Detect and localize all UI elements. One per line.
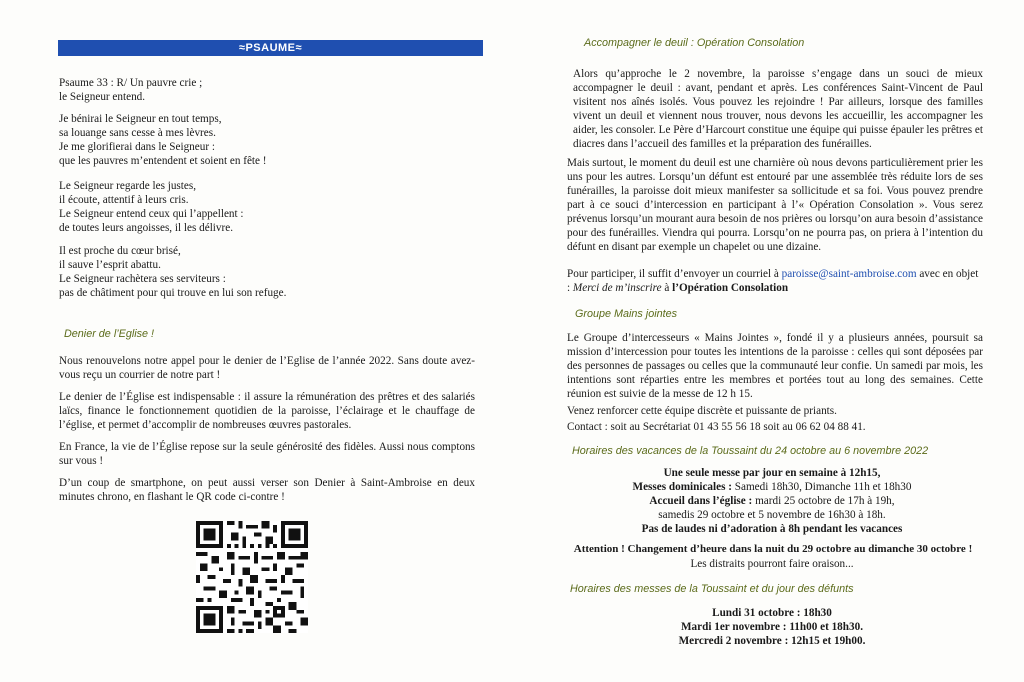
mains-jointes-contact: Contact : soit au Secrétariat 01 43 55 56 18 soit au 06 62 04 88 41.: [567, 421, 866, 433]
denier-paragraph-1: Nous renouvelons notre appel pour le denier de l’Eglise de l’année 2022. Sans doute avez-vous reçu un courrier de notre part !: [59, 355, 475, 381]
psalm-reference: Psaume 33 : R/ Un pauvre crie ; le Seigneur entend.: [59, 77, 203, 103]
denier-paragraph-4: D’un coup de smartphone, on peut aussi verser son Denier à Saint-Ambroise en deux minutes chrono, en flashant le QR code ci-contre !: [59, 477, 475, 503]
changement-heure-notice: Attention ! Changement d’heure dans la nuit du 29 octobre au dimanche 30 octobre !: [573, 543, 973, 555]
toussaint-heading: Horaires des messes de la Toussaint et du jour des défunts: [570, 583, 854, 595]
mains-jointes-heading: Groupe Mains jointes: [575, 308, 678, 320]
deuil-heading: Accompagner le deuil : Opération Consolation: [584, 37, 805, 49]
deuil-paragraph-2: Mais surtout, le moment du deuil est une charnière où nous devons particulièrement prier les uns pour les autres. Lorsqu’un défunt est entouré par une assemblée très réduite lors de ses funérailles, la paroisse doit mieux manifester sa sollicitude et sa foi. Vous pouvez prendre part à ce souci d’intercession en participant à l’« Opération Consolation ». Vous serez prévenus lorsqu’un mourant aura besoin de nos prières ou lorsqu’on aura besoin d’assistance pour des funérailles. Viendra qui pourra. Lorsqu’on ne pourra pas, on priera à l’intention du défunt en disant par exemple un chapelet ou une dizaine.: [567, 157, 983, 253]
psalm-stanza-3: Il est proche du cœur brisé, il sauve l’esprit abattu. Le Seigneur rachètera ses serviteurs : pas de châtiment pour qui trouve en lui son refuge.: [59, 245, 287, 299]
vacances-schedule: Une seule messe par jour en semaine à 12h15, Messes dominicales : Samedi 18h30, Dimanche 11h et 18h30 Accueil dans l’église : mardi 25 octobre de 17h à 19h, samedis 29 octobre et 5 novembre de 16h30 à 18h. Pas de laudes ni d’adoration à 8h pendant les vacances: [632, 467, 912, 535]
vacances-heading: Horaires des vacances de la Toussaint du 24 octobre au 6 novembre 2022: [572, 445, 929, 457]
deuil-paragraph-3: Pour participer, il suffit d’envoyer un courriel à paroisse@saint-ambroise.com avec en objet : Merci de m’inscrire à l’Opération Consolation: [567, 268, 979, 294]
deuil-paragraph-1: Alors qu’approche le 2 novembre, la paroisse s’engage dans un souci de mieux accompagner le deuil : avant, pendant et après. Les conférences Saint-Vincent de Paul visitent nos aînés isolés. Vous pouvez les rejoindre ! Par ailleurs, lorsque des familles vivent un deuil et viennent nous trouver, nous devons les accueillir, les accompagner les aider, les consoler. Le Père d’Harcourt constitue une équipe qui puisse épauler les prêtres et diacres dans l’accueil des familles et la préparation des funérailles.: [573, 68, 983, 150]
mains-jointes-paragraph-2: Venez renforcer cette équipe discrète et puissante de priants.: [567, 405, 837, 417]
mains-jointes-paragraph-1: Le Groupe d’intercesseurs « Mains Jointes », fondé il y a plusieurs années, poursuit sa mission d’intercession pour toutes les intentions de la paroisse : celles qui sont déposées par des personnes de passages ou celles que la communauté leur confie. Un samedi par mois, les intentions sont réparties entre les membres et portées tout au long des semaines. Cette réunion est suivie de la messe de 12 h 15.: [567, 332, 983, 400]
distraits-line: Les distraits pourront faire oraison...: [690, 558, 854, 570]
toussaint-schedule: Lundi 31 octobre : 18h30 Mardi 1er novembre : 11h00 et 18h30. Mercredi 2 novembre : 12h15 et 19h00.: [678, 607, 866, 647]
denier-paragraph-2: Le denier de l’Église est indispensable : il assure la rémunération des prêtres et des salariés laïcs, finance le fonctionnement quotidien de la paroisse, l’éclairage et le chauffage de l’église, et permet d’accomplir de nombreuses œuvres pastorales.: [59, 391, 475, 431]
psalm-stanza-2: Le Seigneur regarde les justes, il écoute, attentif à leurs cris. Le Seigneur entend ceux qui l’appellent : de toutes leurs angoisses, il les délivre.: [59, 180, 244, 234]
psalm-stanza-1: Je bénirai le Seigneur en tout temps, sa louange sans cesse à mes lèvres. Je me glorifierai dans le Seigneur : que les pauvres m’entendent et soient en fête !: [59, 113, 267, 167]
psaume-banner: ≈PSAUME≈: [58, 40, 483, 56]
denier-heading: Denier de l’Eglise !: [64, 328, 155, 340]
denier-paragraph-3: En France, la vie de l’Église repose sur la seule générosité des fidèles. Aussi nous comptons sur vous !: [59, 441, 475, 467]
qr-code: [196, 518, 308, 636]
paroisse-email-link[interactable]: paroisse@saint-ambroise.com: [781, 268, 917, 280]
